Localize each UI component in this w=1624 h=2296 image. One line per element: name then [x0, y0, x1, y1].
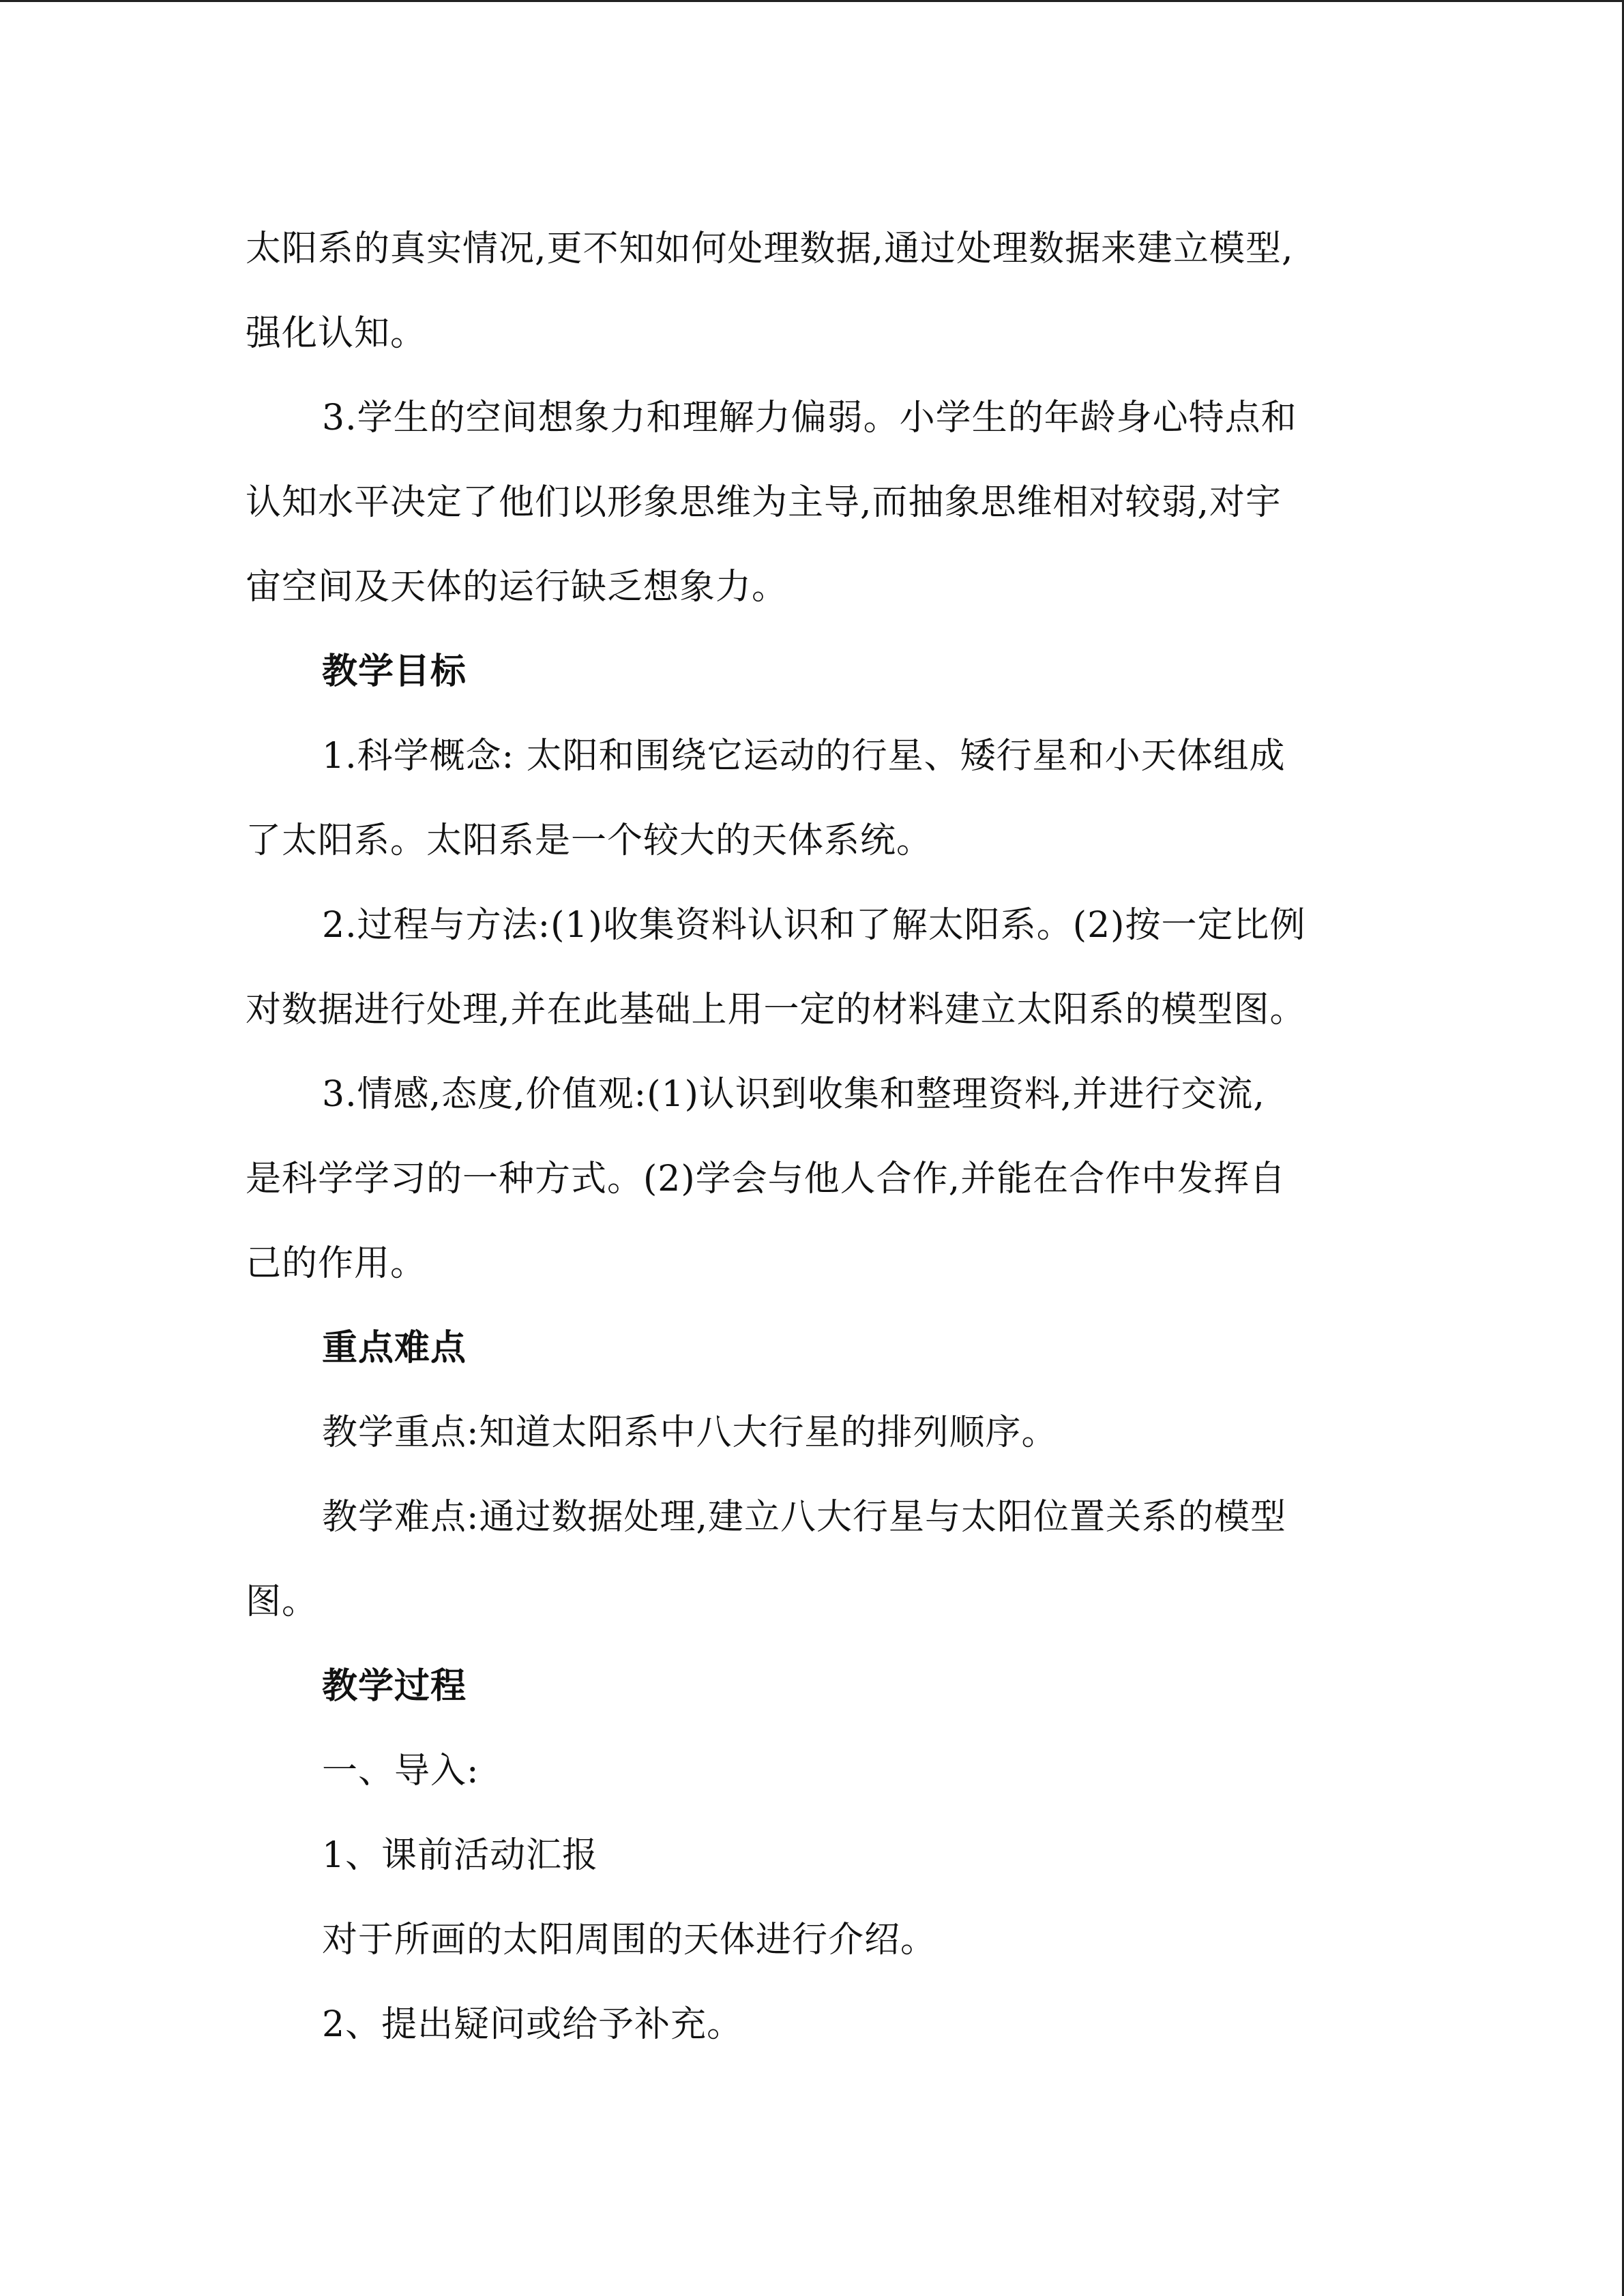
paragraph-line: 对于所画的太阳周围的天体进行介绍。: [322, 1920, 937, 1960]
paragraph-line: 己的作用。: [246, 1243, 427, 1284]
paragraph-line: 1.科学概念: 太阳和围绕它运动的行星、矮行星和小天体组成: [322, 736, 1286, 777]
paragraph-line: 2、提出疑问或给予补充。: [322, 2004, 743, 2045]
paragraph-line: 太阳系的真实情况,更不知如何处理数据,通过处理数据来建立模型,: [246, 228, 1294, 269]
paragraph-line: 强化认知。: [246, 313, 427, 354]
paragraph-line: 宙空间及天体的运行缺乏想象力。: [246, 567, 788, 608]
section-heading: 教学目标: [322, 651, 467, 692]
paragraph-line: 1、课前活动汇报: [322, 1835, 599, 1876]
paragraph-line: 3.情感,态度,价值观:(1)认识到收集和整理资料,并进行交流,: [322, 1074, 1265, 1115]
paragraph-line: 认知水平决定了他们以形象思维为主导,而抽象思维相对较弱,对宇: [246, 482, 1282, 523]
paragraph-line: 教学重点:知道太阳系中八大行星的排列顺序。: [322, 1412, 1058, 1453]
paragraph-line: 是科学学习的一种方式。(2)学会与他人合作,并能在合作中发挥自: [246, 1159, 1286, 1199]
paragraph-line: 2.过程与方法:(1)收集资料认识和了解太阳系。(2)按一定比例: [322, 905, 1306, 946]
paragraph-line: 对数据进行处理,并在此基础上用一定的材料建立太阳系的模型图。: [246, 989, 1306, 1030]
section-heading: 重点难点: [322, 1328, 467, 1369]
paragraph-line: 一、导入:: [322, 1750, 479, 1791]
section-heading: 教学过程: [322, 1666, 467, 1707]
paragraph-line: 了太阳系。太阳系是一个较大的天体系统。: [246, 820, 933, 861]
document-body: [246, 207, 1385, 2067]
paragraph-line: 3.学生的空间想象力和理解力偏弱。小学生的年龄身心特点和: [322, 398, 1297, 438]
paragraph-line: 教学难点:通过数据处理,建立八大行星与太阳位置关系的模型: [322, 1497, 1287, 1538]
paragraph-line: 图。: [246, 1581, 319, 1622]
